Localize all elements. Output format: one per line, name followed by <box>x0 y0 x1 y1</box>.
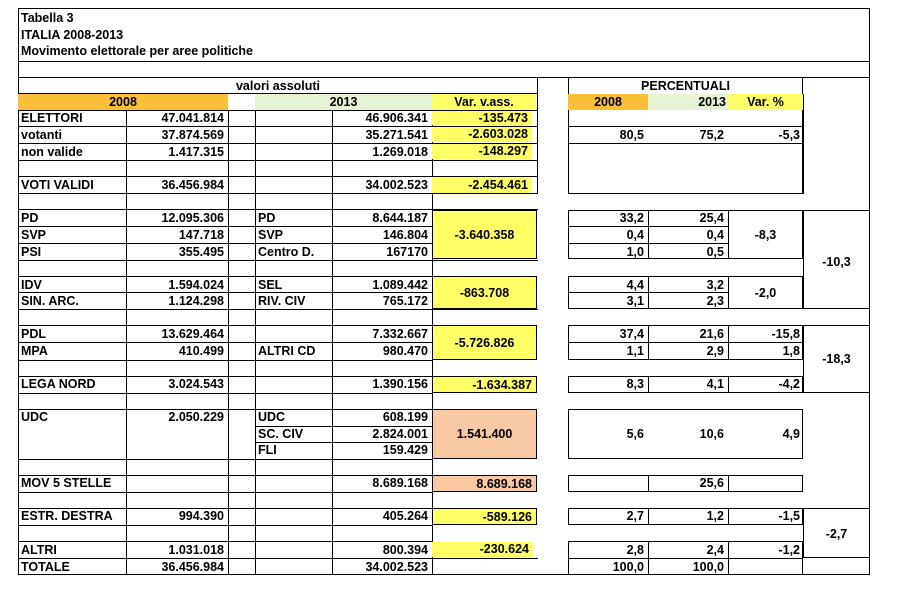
col-var-ass: Var. v.ass. <box>432 94 536 110</box>
table-number: Tabella 3 <box>21 11 74 25</box>
other-area-total: -2,7 <box>825 527 848 541</box>
label-m5s: MOV 5 STELLE <box>21 476 112 490</box>
table-title: Movimento elettorale per aree politiche <box>21 44 254 58</box>
label-altri: ALTRI <box>21 543 57 557</box>
col-2013: 2013 <box>255 94 432 110</box>
label-estr-destra: ESTR. DESTRA <box>21 509 113 523</box>
col-var-pct: Var. % <box>728 94 803 110</box>
label-sin-arc: SIN. ARC. <box>21 294 79 308</box>
label-udc: UDC <box>21 410 49 424</box>
label-totale: TOTALE <box>21 560 70 574</box>
col-2008: 2008 <box>18 94 228 110</box>
label-svp: SVP <box>21 228 47 242</box>
label-non-valide: non valide <box>21 145 83 159</box>
label-lega-nord: LEGA NORD <box>21 377 96 391</box>
col-pct-2013: 2013 <box>648 94 728 110</box>
label-pdl: PDL <box>21 327 46 341</box>
right-area-total: -18,3 <box>822 352 851 366</box>
col-pct-2008: 2008 <box>568 94 648 110</box>
label-voti-validi: VOTI VALIDI <box>21 178 94 192</box>
section-percentages: PERCENTUALI <box>641 79 730 93</box>
label-mpa: MPA <box>21 344 48 358</box>
label-psi: PSI <box>21 245 42 259</box>
table-subtitle: ITALIA 2008-2013 <box>21 28 124 42</box>
label-idv: IDV <box>21 278 42 292</box>
left-area-total: -10,3 <box>822 255 851 269</box>
label-elettori: ELETTORI <box>21 111 83 125</box>
section-absolute-values: valori assoluti <box>235 79 321 93</box>
label-votanti: votanti <box>21 128 62 142</box>
label-pd: PD <box>21 211 39 225</box>
